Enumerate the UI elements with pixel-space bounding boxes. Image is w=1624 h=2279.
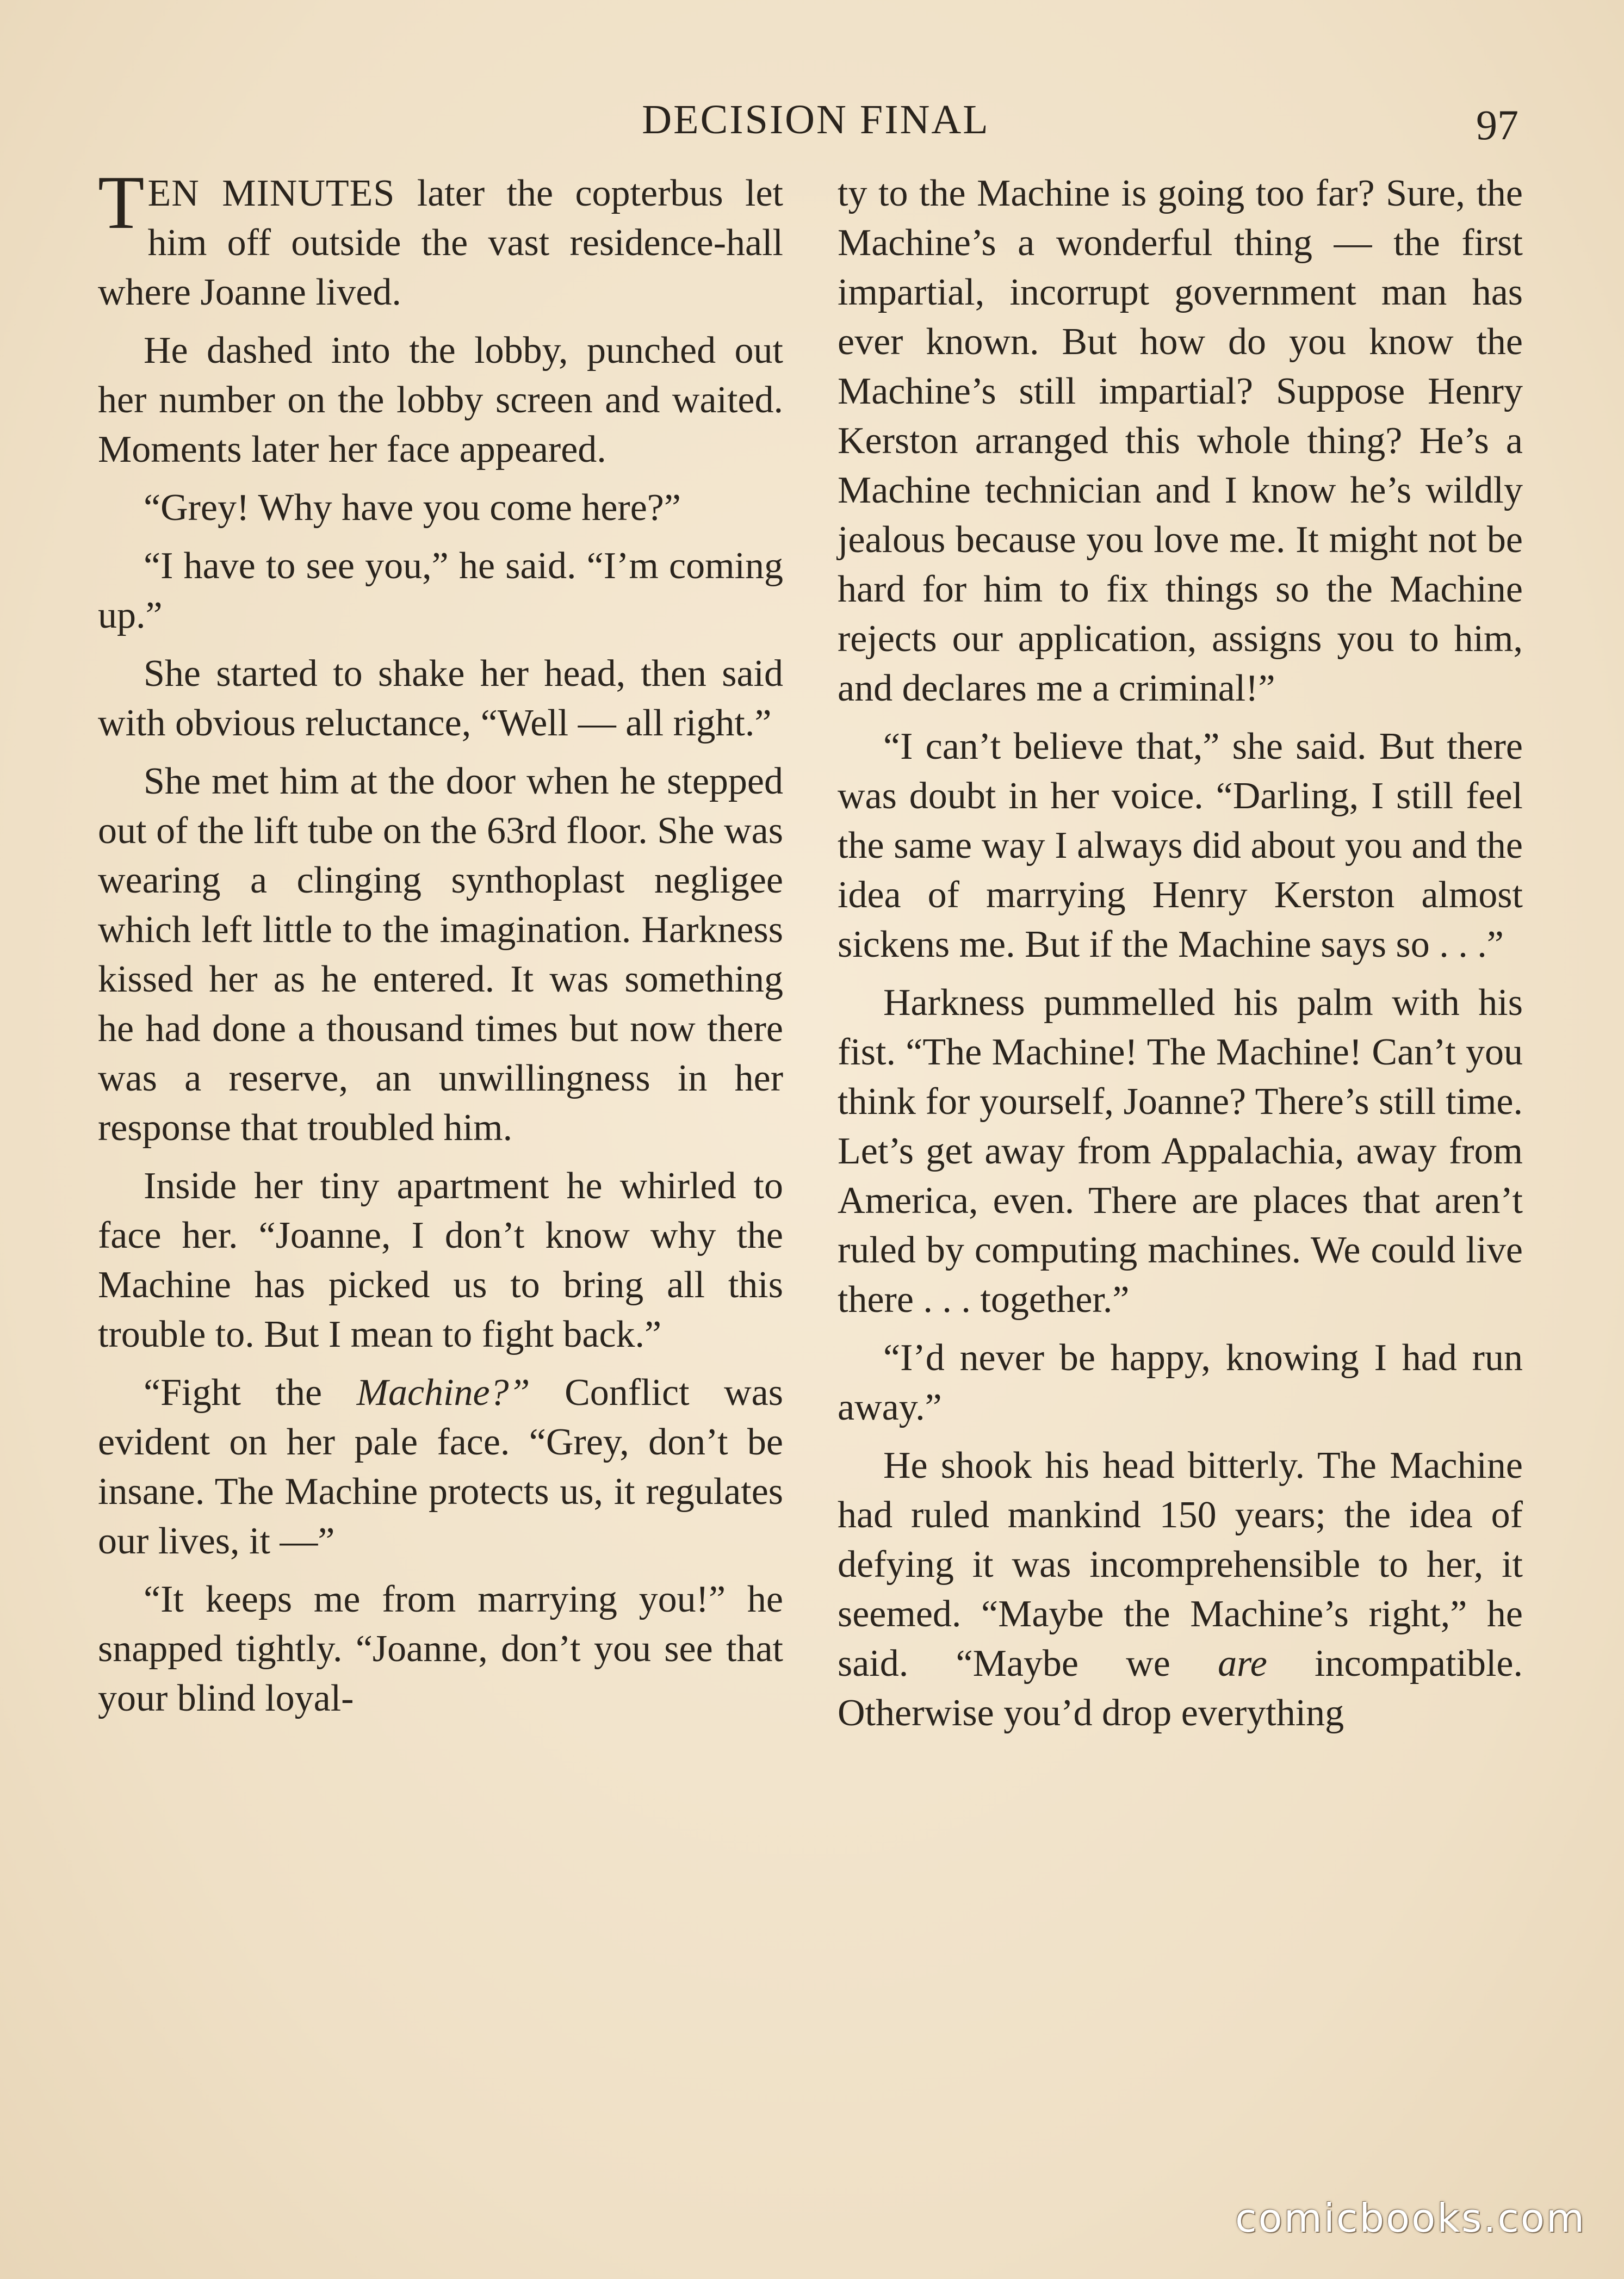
left-column [98, 160, 784, 1732]
right-column [838, 169, 1523, 1747]
paragraph-text: He shook his head bitterly. The Machine had ruled mankind 150 years; the idea of defying it was incomprehensible to her, it seemed. “Maybe the Machine’s right,” he said. “Maybe we [838, 1445, 1523, 1685]
small-caps-lead: EN MINUTES [147, 172, 395, 214]
watermark: comicbooks.com [1235, 2195, 1586, 2241]
drop-cap: T [98, 160, 145, 245]
paragraph [838, 1441, 1523, 1738]
paragraph: “Grey! Why have you come here?” [144, 487, 681, 529]
paragraph-text: incompatible. Otherwise you’d drop everything [838, 1643, 1523, 1734]
paragraph: Inside her tiny apartment he whirled to face her. “Joanne, I don’t know why the Machine has picked us to bring all this trouble to. But I mean to fight back.” [98, 1165, 783, 1355]
paragraph-text: Conflict was evident on her pale face. “Grey, don’t be insane. The Machine protects us, it regulates our lives, it —” [98, 1372, 783, 1562]
paragraph: ty to the Machine is going too far? Sure, the Machine’s a wonderful thing — the first impartial, incorrupt government man has ever known. But how do you know the Machine’s still impartial? Suppose Henry Kerston arranged this whole thing? He’s a Machine technician and I know he’s wildly jealous because you love me. It might not be hard for him to fix things so the Machine rejects our application, assigns you to him, and declares me a criminal!” [838, 172, 1523, 709]
paragraph-text: later the copterbus let him off outside the vast residence-hall where Joanne lived. [98, 172, 784, 313]
paragraph: Harkness pummelled his palm with his fist. “The Machine! The Machine! Can’t you think for yourself, Joanne? There’s still time. Let’s get away from Appalachia, away from America, even. There are places that aren’t ruled by computing machines. We could live there . . . together.” [838, 982, 1523, 1321]
page-header [98, 90, 1534, 150]
paragraph: She started to shake her head, then said with obvious reluctance, “Well — all right.” [98, 653, 783, 744]
paragraph: “I can’t believe that,” she said. But there was doubt in her voice. “Darling, I still feel the same way I always did about you and the idea of marrying Henry Kerston almost sickens me. But if the Machine says so . . .” [838, 726, 1523, 965]
paragraph: “I have to see you,” he said. “I’m coming up.” [98, 545, 783, 636]
paragraph [98, 1368, 783, 1566]
paragraph: She met him at the door when he stepped out of the lift tube on the 63rd floor. She was wearing a clinging synthoplast negligee which left little to the imagination. Harkness kissed her as he entered. It was something he had done a thousand times but now there was a reserve, an unwillingness in her response that troubled him. [98, 760, 783, 1149]
page-number: 97 [1476, 101, 1518, 148]
paragraph: He dashed into the lobby, punched out her number on the lobby screen and waited. Moments later her face appeared. [98, 330, 783, 470]
paragraph: “I’d never be happy, knowing I had run away.” [838, 1337, 1523, 1428]
italic-text: are [1218, 1643, 1267, 1685]
paragraph: “It keeps me from marrying you!” he snapped tightly. “Joanne, don’t you see that your blind loyal- [98, 1578, 783, 1719]
paragraph-text: “Fight the [144, 1372, 357, 1414]
italic-text: Machine?” [356, 1372, 530, 1414]
running-head: DECISION FINAL [642, 97, 990, 143]
paragraph [98, 160, 784, 317]
